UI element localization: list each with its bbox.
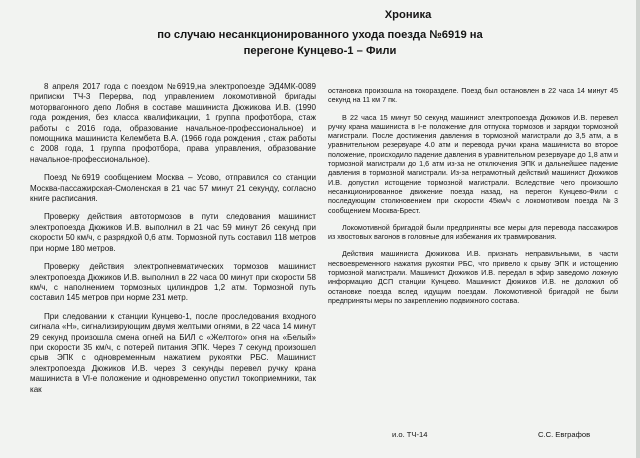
document-subtitle-line-2: перегоне Кунцево-1 – Фили (243, 45, 397, 57)
left-column (30, 82, 316, 403)
paragraph-brake-failure: В 22 часа 15 минут 50 секунд машинист электропоезда Дюжиков И.В. перевел ручку крана машиниста в I-е положение для отпуска тормозов и зарядки тормозной магистрали. После достижения давления в тормозной магистрали до 3,5 атм, а в уравнительном резервуаре 4.0 атм и перевода ручки крана машиниста во второе положение, происходило падение давления в уравнительном резервуаре до 1,8 атм и тормозной магистрали до 1,6 атм из-за не отключения ЭПК и дальнейшее падение давления в тормозной магистрали. Из-за неграмотный действий машинист Дюжиков И.В. допустил истощение тормозной магистрали. Вследствие чего произошло несанкционированное движение поезда назад, на перегон Кунцево-Фили с последующим столкновением при скорости 45км/ч с локомотивом поезда №3 сообщением Москва-Брест. (328, 112, 618, 215)
paragraph-departure: Поезд №6919 сообщением Москва – Усово, отправился со станции Москва-пассажирская-Смоленская в 21 час 57 минут 21 секунду, согласно книге расписания. (30, 173, 316, 204)
paragraph-conclusion: Действия машиниста Дюжикова И.В. признать неправильными, в части несвоевременного нажатия рукоятки РБС, что привело к срыву ЭПК и истощению тормозной магистрали. Машинист Дюжиков И.В. передал в эфир заведомо ложную информацию ДСП станции Кунцево. Машинист Дюжиков И.В. не доложил об остановке поезда вслед идущим поездам. Локомотивной бригадой не были предприняты меры по закреплению подвижного состава. (328, 249, 618, 305)
paragraph-autobrake-check: Проверку действия автотормозов в пути следования машинист электропоезда Дюжиков И.В. выполнил в 21 час 59 минут 26 секунд при скорости 50 км/ч, с разрядкой 0,6 атм. Тормозной путь составил 118 метров при норме 180 метров. (30, 212, 316, 253)
page-edge (636, 0, 640, 458)
paragraph-stop: остановка произошла на токоразделе. Поезд был остановлен в 22 часа 14 минут 45 секунд на 11 км 7 пк. (328, 86, 618, 105)
signature-name: С.С. Евграфов (538, 430, 591, 439)
paragraph-crew: 8 апреля 2017 года с поездом №6919,на электропоезде ЭД4МК-0089 приписки ТЧ-3 Перерва, под управлением локомотивной бригады моторвагонного депо Лобня в составе машиниста Дюжикова И.В. (1990 года рождения, без класса квалификации, 1 группа профотбора, стаж работы с 2016 года, образование начальное-профессиональное) и помощника машиниста Келембета В.А. (1966 года рождения , стаж работы с 2008 года, 1 группа профотбора, права управления, образование начальное-профессиональное). (30, 82, 316, 164)
paragraph-signal-event: При следовании к станции Кунцево-1, после проследования входного сигнала «Н», сигнализирующим двумя желтыми огнями, в 22 часа 14 минут 29 секунд произошла смена огней на БИЛ с «Желтого» огня на «Белый» при скорости 35 км/ч, с потерей питания ЭПК. Через 7 секунд произошел срыв ЭПК с одновременным нажатием рукоятки РБС. Машинист электропоезда Дюжиков И.В. через 3 секунды перевел ручку крана машиниста в VI-е положение и одновременно опустил токоприемники, так как (30, 311, 316, 394)
paragraph-ep-brake-check: Проверку действия электропневматических тормозов машинист электропоезда Дюжиков И.В. выполнил в 22 часа 00 минут при скорости 58 км/ч, с наполнением тормозных цилиндров 1,2 атм. Тормозной путь составил 145 метров при норме 231 метр. (30, 262, 316, 303)
document-title: Хроника (384, 9, 432, 21)
signature-position: и.о. ТЧ-14 (392, 430, 428, 439)
paragraph-passengers: Локомотивной бригадой были предприняты все меры для перевода пассажиров из хвостовых вагонов в головные для избежания их травмирования. (328, 222, 618, 242)
document-subtitle-line-1: по случаю несанкционированного ухода поезда №6919 на (157, 29, 483, 41)
right-column (328, 86, 618, 313)
